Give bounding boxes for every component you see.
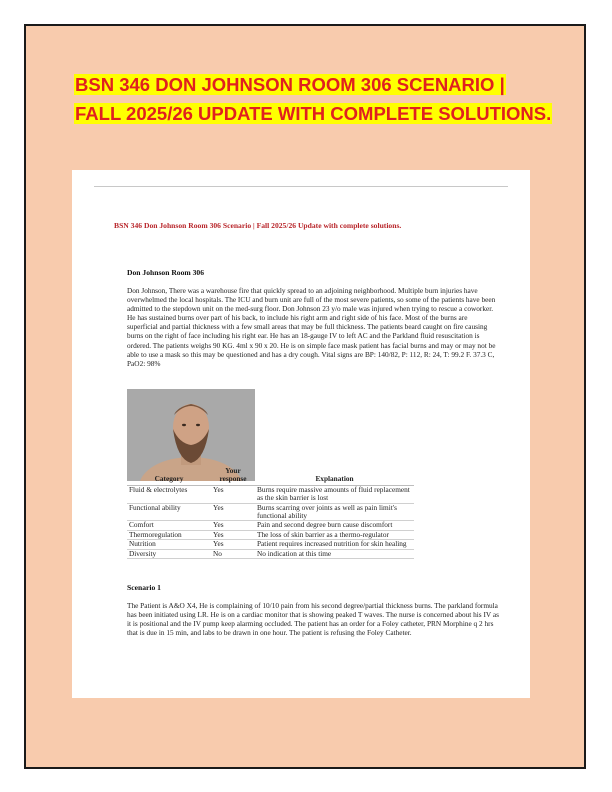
page-frame (24, 24, 586, 769)
table-cell-category: Thermoregulation (127, 530, 211, 539)
table-row (127, 540, 414, 549)
table-cell-response: Yes (211, 521, 255, 530)
column-header-category: Category (127, 467, 211, 485)
table-row (127, 549, 414, 558)
table-header-row (127, 467, 414, 485)
section-title-patient: Don Johnson Room 306 (127, 268, 205, 277)
table-row (127, 485, 414, 503)
section-title-scenario: Scenario 1 (127, 583, 161, 592)
assessment-table (127, 467, 414, 559)
table-row (127, 521, 414, 530)
scenario-description: The Patient is A&O X4, He is complaining of 10/10 pain from his second degree/partial thickness burns. The parkland formula has been initiated using LR. He is on a cardiac monitor that is showing peaked T waves. The nurse is concerned about his IV as it is positional and the IV pump keep alarming occluded. The patient has an order for a Foley catheter, PRN Morphine q 2 hrs that is due in 15 min, and labs to be drawn in one hour. The patient is refusing the Foley Catheter. (127, 601, 499, 638)
table-cell-explanation: Burns scarring over joints as well as pain limit's functional ability (255, 503, 414, 521)
table-cell-explanation: Pain and second degree burn cause discomfort (255, 521, 414, 530)
column-header-response: Your response (211, 467, 255, 485)
table-cell-response: No (211, 549, 255, 558)
document-preview (72, 170, 530, 698)
header-divider (94, 186, 508, 187)
patient-description: Don Johnson, There was a warehouse fire that quickly spread to an adjoining neighborhood. Multiple burn injuries have overwhelmed the local hospitals. The ICU and burn unit are full of the most severe patients, so some of the patients have been admitted to the stepdown unit on the med-surg floor. Don Johnson 23 y/o male was injured when trying to rescue a coworker. He has sustained burns over part of his back, to include his right arm and right side of his face. Most of the burns are superficial and partial thickness with a few small areas that may be full thickness. The patients beard caught on fire causing burns on the right of face including his right ear. He has an 18-gauge IV to left AC and the Parkland fluid resuscitation is ordered. The patients weighs 90 KG. 4ml x 90 x 20. He is on simple face mask patient has facial burns and may or may not be able to use a mask so this may be questioned and has a dry cough. Vital signs are BP: 140/82, P: 112, R: 24, T: 99.2 F. 37.3 C, PaO2: 98% (127, 286, 496, 368)
table-cell-response: Yes (211, 485, 255, 503)
table-cell-category: Functional ability (127, 503, 211, 521)
document-header: BSN 346 Don Johnson Room 306 Scenario | Fall 2025/26 Update with complete solutions. (114, 221, 402, 230)
table-cell-response: Yes (211, 503, 255, 521)
table-cell-explanation: Patient requires increased nutrition for skin healing (255, 540, 414, 549)
table-cell-response: Yes (211, 540, 255, 549)
table-cell-explanation: The loss of skin barrier as a thermo-regulator (255, 530, 414, 539)
table-cell-category: Diversity (127, 549, 211, 558)
cover-title: BSN 346 DON JOHNSON ROOM 306 SCENARIO | FALL 2025/26 UPDATE WITH COMPLETE SOLUTIONS. (75, 74, 552, 124)
table-cell-explanation: Burns require massive amounts of fluid replacement as the skin barrier is lost (255, 485, 414, 503)
column-header-explanation: Explanation (255, 467, 414, 485)
table-cell-explanation: No indication at this time (255, 549, 414, 558)
table-row (127, 503, 414, 521)
table-cell-response: Yes (211, 530, 255, 539)
table-cell-category: Nutrition (127, 540, 211, 549)
table-cell-category: Comfort (127, 521, 211, 530)
table-cell-category: Fluid & electrolytes (127, 485, 211, 503)
